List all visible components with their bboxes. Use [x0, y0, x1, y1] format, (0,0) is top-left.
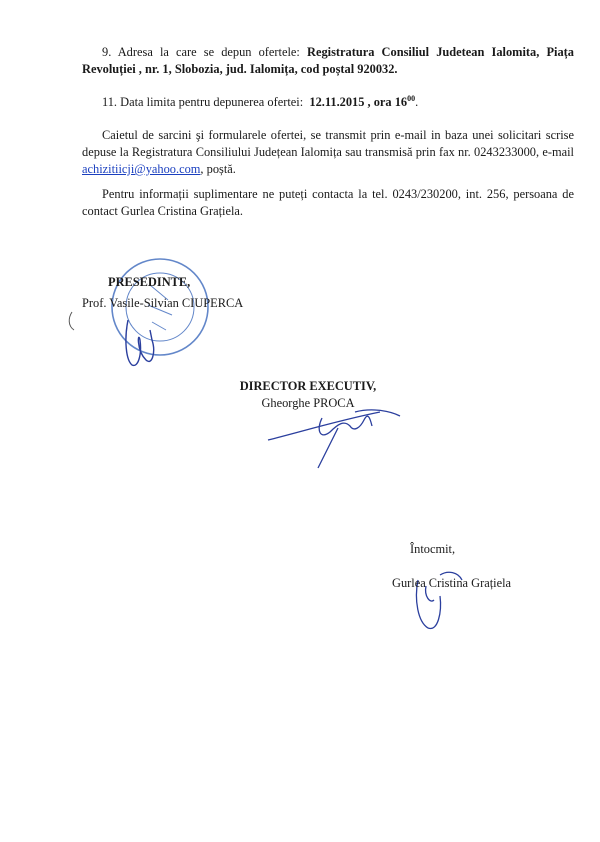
intocmit-block — [392, 541, 512, 592]
item-11-intro: Data limita pentru depunerea ofertei: — [120, 95, 304, 109]
caiet-text-after: , poștă. — [200, 162, 236, 176]
director-block — [218, 378, 398, 412]
item-9-intro: Adresa la care se depun ofertele: — [117, 45, 300, 59]
presedinte-signature — [126, 320, 154, 365]
caiet-text: Caietul de sarcini şi formularele ofertei, se transmit prin e-mail in baza unei solicitari scrise depuse la Registratura Consiliului Județean Ialomița sau transmisă prin fax nr. 0243233000, e-mail — [82, 128, 574, 159]
item-11-number: 11. — [102, 95, 118, 109]
director-signature — [268, 410, 400, 468]
item-11-date: 12.11.2015 , ora 16 — [309, 95, 408, 109]
presedinte-name: Prof. Vasile-Silvian CIUPERCA — [82, 296, 244, 310]
director-name: Gheorghe PROCA — [261, 396, 355, 410]
item-11-end: . — [415, 95, 419, 109]
contact-text: Pentru informații suplimentare ne puteți contacta la tel. 0243/230200, int. 256, persoana de contact Gurlea Cristina Grațiela. — [82, 187, 574, 218]
presedinte-title: PRESEDINTE, — [108, 275, 191, 289]
intocmit-name: Gurlea Cristina Grațiela — [392, 576, 512, 590]
email-link[interactable]: achizitiicji@yahoo.com — [82, 162, 201, 176]
intocmit-title: Întocmit, — [410, 542, 456, 556]
item-9-number: 9. — [102, 45, 112, 59]
item-11-time-sup: 00 — [407, 93, 416, 103]
item-9-address: Registratura Consiliul Judetean Ialomita, Piața Revoluției , nr. 1, Slobozia, jud. Ialomița, cod poștal 920032. — [82, 45, 574, 76]
director-title: DIRECTOR EXECUTIV, — [239, 379, 377, 393]
presedinte-block — [82, 274, 243, 312]
